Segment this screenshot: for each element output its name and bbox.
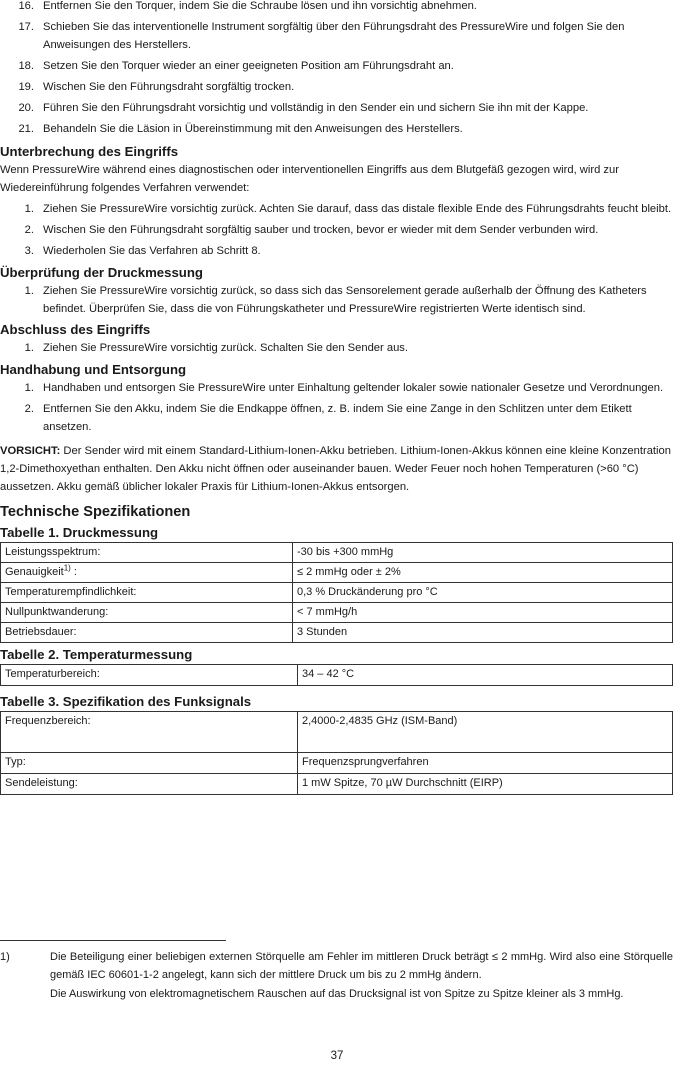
page-number: 37 — [330, 1050, 344, 1062]
section-heading-pressure-check: Überprüfung der Druckmessung — [0, 265, 203, 280]
list-item: 19. Wischen Sie den Führungsdraht sorgfältig trocken. — [18, 81, 295, 93]
section-heading-completion: Abschluss des Eingriffs — [0, 322, 151, 337]
interruption-steps — [0, 200, 673, 260]
table-row — [1, 563, 673, 583]
footnote-line-1: Die Beteiligung einer beliebigen externen Störquelle am Fehler im mittleren Druck beträgt ≤ 2 mmHg. Wird also eine Störquelle gemäß IEC 60601-1-2 angelegt, kann sich der mittlere Druck um bis zu 2 mmHg ändern. — [50, 951, 673, 981]
section-heading-interruption: Unterbrechung des Eingriffs — [0, 144, 179, 159]
table-cell-value: Frequenzsprungverfahren — [298, 753, 673, 774]
table-cell-value: 0,3 % Druckänderung pro °C — [293, 583, 673, 603]
list-item: 1. Ziehen Sie PressureWire vorsichtig zurück. Schalten Sie den Sender aus. — [24, 342, 409, 354]
table-cell-value: 1 mW Spitze, 70 µW Durchschnitt (EIRP) — [298, 774, 673, 795]
caution-label: VORSICHT: — [0, 445, 61, 457]
list-item: 1. Ziehen Sie PressureWire vorsichtig zurück, so dass sich das Sensorelement gerade außerhalb der Öffnung des Katheters befindet. Überprüfen Sie, dass die von Führungskatheter und PressureWire registrierten Werte identisch sind. — [24, 285, 647, 315]
table-row — [1, 543, 673, 563]
table-cell-value: 3 Stunden — [293, 623, 673, 643]
completion-steps — [0, 339, 673, 357]
list-item: 20. Führen Sie den Führungsdraht vorsichtig und vollständig in den Sender ein und sichern Sie ihn mit der Kappe. — [18, 102, 589, 114]
list-item: 18. Setzen Sie den Torquer wieder an einer geeigneten Position am Führungsdraht an. — [18, 60, 454, 72]
table-cell-value: ≤ 2 mmHg oder ± 2% — [293, 563, 673, 583]
table-row — [1, 774, 673, 795]
table-row — [1, 603, 673, 623]
list-item: 2. Entfernen Sie den Akku, indem Sie die Endkappe öffnen, z. B. indem Sie eine Zange in den Schlitzen unter dem Etikett ansetzen. — [24, 403, 632, 433]
table1-title: Tabelle 1. Druckmessung — [0, 525, 159, 540]
table-cell-value: 34 – 42 °C — [298, 665, 673, 686]
table-cell-value: 2,4000-2,4835 GHz (ISM-Band) — [298, 712, 673, 753]
list-item: 21. Behandeln Sie die Läsion in Übereinstimmung mit den Anweisungen des Herstellers. — [18, 123, 463, 135]
table-pressure — [0, 542, 673, 643]
interruption-intro: Wenn PressureWire während eines diagnostischen oder interventionellen Eingriffs aus dem Blutgefäß gezogen wird, wird zur Wiedereinführung folgendes Verfahren verwendet: — [0, 164, 619, 194]
table-cell-label: Leistungsspektrum: — [1, 543, 293, 563]
table-cell-label: Nullpunktwanderung: — [1, 603, 293, 623]
table-cell-label: Frequenzbereich: — [1, 712, 298, 753]
table-temperature — [0, 664, 673, 686]
table-cell-label: Betriebsdauer: — [1, 623, 293, 643]
table2-title: Tabelle 2. Temperaturmessung — [0, 647, 193, 662]
list-item: 16. Entfernen Sie den Torquer, indem Sie die Schraube lösen und ihn vorsichtig abnehmen. — [18, 0, 477, 12]
table-cell-label: Typ: — [1, 753, 298, 774]
section-heading-handling: Handhabung und Entsorgung — [0, 362, 187, 377]
table-cell-label: Sendeleistung: — [1, 774, 298, 795]
table-cell-value: < 7 mmHg/h — [293, 603, 673, 623]
footnote — [0, 948, 673, 1003]
footnote-mark: 1) — [0, 951, 10, 963]
section-heading-specs: Technische Spezifikationen — [0, 504, 191, 520]
footnote-line-2: Die Auswirkung von elektromagnetischem Rauschen auf das Drucksignal ist von Spitze zu Spitze kleiner als 3 mmHg. — [50, 988, 624, 1000]
table-cell-value: -30 bis +300 mmHg — [293, 543, 673, 563]
table-row — [1, 623, 673, 643]
list-item: 17. Schieben Sie das interventionelle Instrument sorgfältig über den Führungsdraht des PressureWire und folgen Sie den Anweisungen des Herstellers. — [18, 21, 625, 51]
handling-steps — [0, 379, 673, 436]
table-row — [1, 753, 673, 774]
steps-list-top — [0, 0, 673, 138]
table-radio-signal — [0, 711, 673, 795]
list-item: 3. Wiederholen Sie das Verfahren ab Schritt 8. — [24, 245, 261, 257]
table-cell-label: Genauigkeit$^{1)}$ : — [1, 563, 293, 583]
table-row — [1, 665, 673, 686]
caution-paragraph — [0, 442, 673, 496]
footnote-ref: 1) — [63, 563, 71, 573]
footnote-divider — [0, 940, 226, 941]
table-cell-label: Temperaturempfindlichkeit: — [1, 583, 293, 603]
footnote-body — [50, 948, 673, 1003]
table-row — [1, 712, 673, 753]
caution-text: Der Sender wird mit einem Standard-Lithium-Ionen-Akku betrieben. Lithium-Ionen-Akkus können eine kleine Konzentration 1,2-Dimethoxyethan enthalten. Den Akku nicht öffnen oder auseinander bauen. Weder Feuer noch hohen Temperaturen (>60 °C) aussetzen. Akku gemäß üblicher lokaler Praxis für Lithium-Ionen-Akkus entsorgen. — [0, 445, 671, 493]
list-item: 1. Ziehen Sie PressureWire vorsichtig zurück. Achten Sie darauf, dass das distale flexible Ende des Führungsdrahts feucht bleibt. — [24, 203, 672, 215]
table-row — [1, 583, 673, 603]
table3-title: Tabelle 3. Spezifikation des Funksignals — [0, 694, 252, 709]
table-cell-label: Temperaturbereich: — [1, 665, 298, 686]
pressure-check-steps — [0, 282, 673, 318]
list-item: 2. Wischen Sie den Führungsdraht sorgfältig sauber und trocken, bevor er wieder mit dem Sender verbunden wird. — [24, 224, 599, 236]
list-item: 1. Handhaben und entsorgen Sie PressureWire unter Einhaltung geltender lokaler sowie nationaler Gesetze und Verordnungen. — [24, 382, 664, 394]
